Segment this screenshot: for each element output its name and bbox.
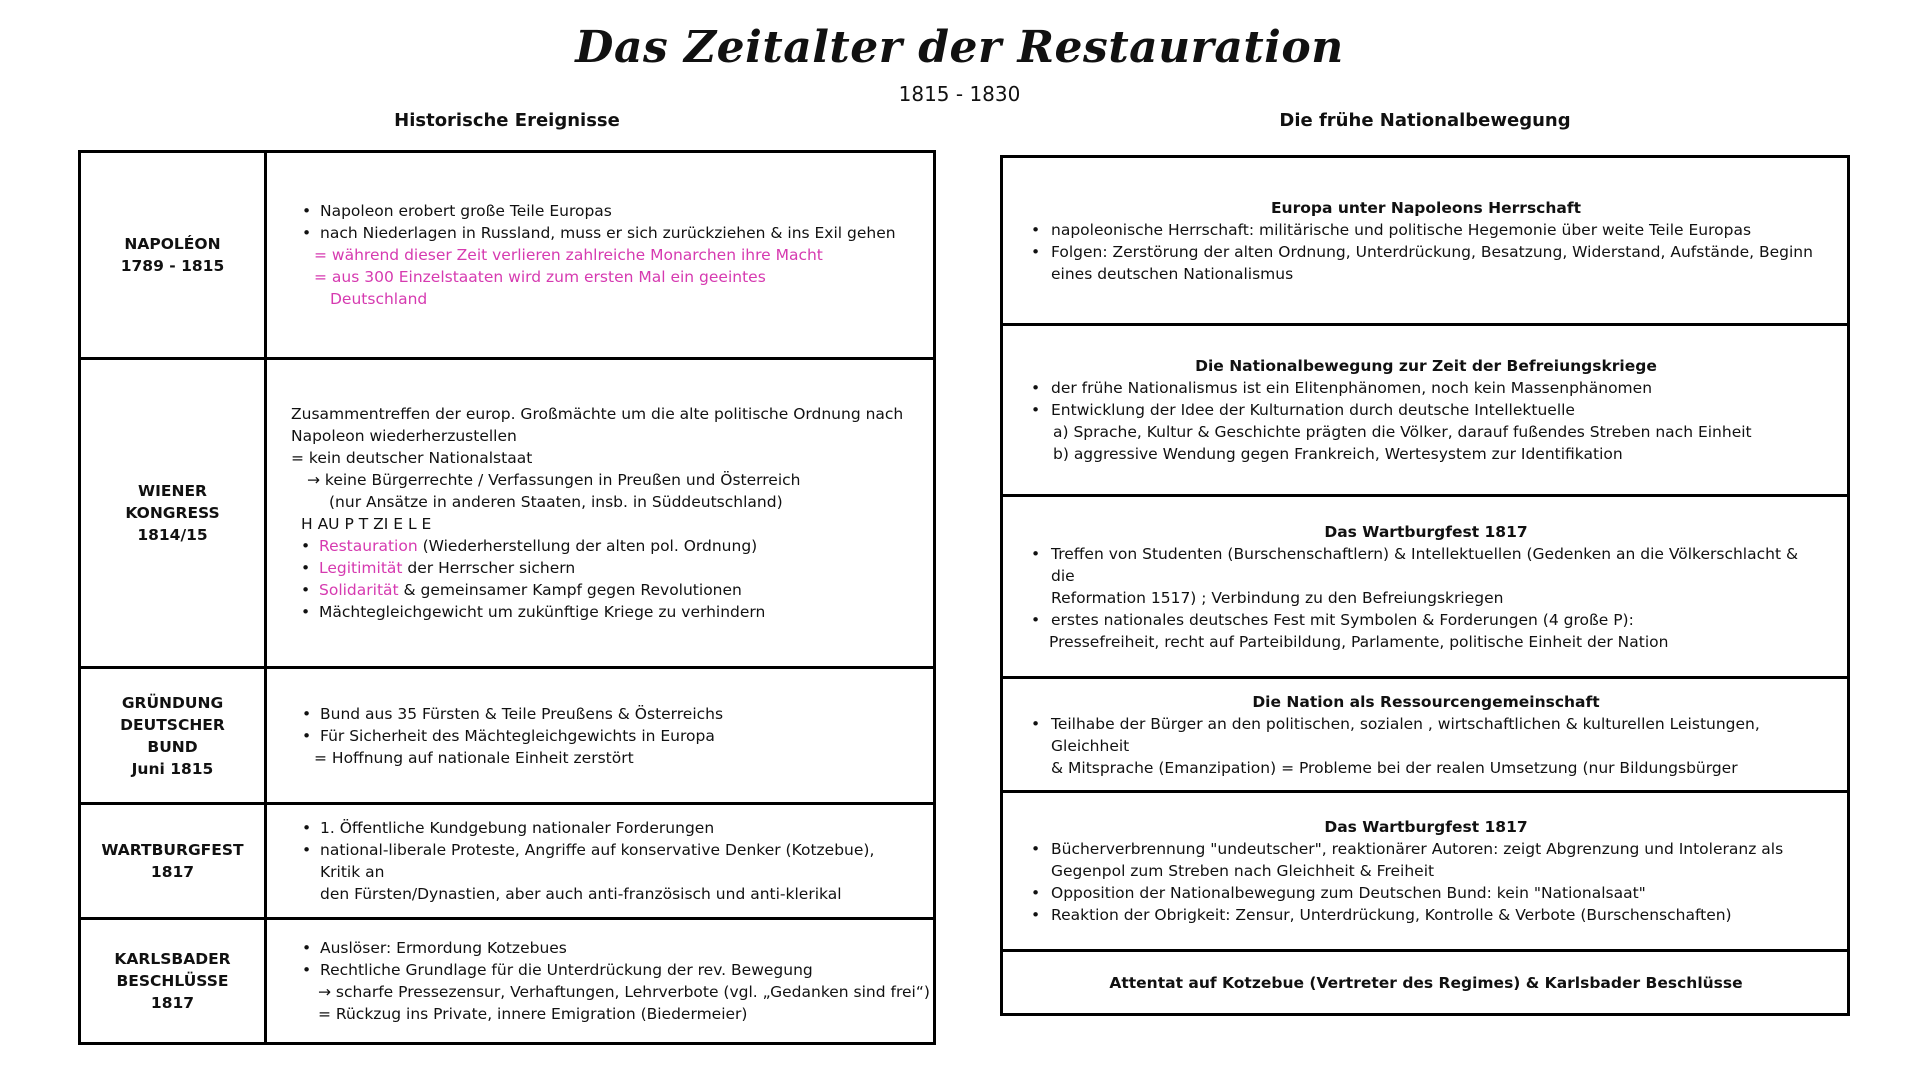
text-line: Zusammentreffen der europ. Großmächte um die alte politische Ordnung nach	[291, 405, 904, 423]
table-row	[81, 357, 933, 666]
table-row	[1003, 790, 1847, 949]
event-name: NAPOLÉON 1789 - 1815	[81, 153, 267, 357]
text-line: Gegenpol zum Streben nach Gleichheit & Freiheit	[1051, 862, 1435, 880]
list-item	[291, 535, 919, 557]
list-item: • nach Niederlagen in Russland, muss er sich zurückziehen & ins Exil gehen	[292, 222, 919, 244]
events-table	[78, 150, 936, 1045]
list-item: • Opposition der Nationalbewegung zum Deutschen Bund: kein "Nationalsaat"	[1029, 882, 1823, 904]
table-row	[81, 802, 933, 917]
list-item: • Für Sicherheit des Mächtegleichgewichts in Europa	[292, 725, 919, 747]
right-column-heading: Die frühe Nationalbewegung	[1279, 110, 1571, 131]
list-item: • erstes nationales deutsches Fest mit Symbolen & Forderungen (4 große P):	[1029, 609, 1823, 631]
event-name: GRÜNDUNG DEUTSCHER BUND Juni 1815	[81, 669, 267, 802]
section-title: Das Wartburgfest 1817	[1324, 818, 1528, 836]
table-row	[1003, 323, 1847, 494]
text-line: = Rückzug ins Private, innere Emigration (Biedermeier)	[318, 1005, 748, 1023]
list-item: • Auslöser: Ermordung Kotzebues	[292, 937, 919, 959]
highlight-line: = während dieser Zeit verlieren zahlreiche Monarchen ihre Macht	[314, 246, 823, 264]
keyword-text: (Wiederherstellung der alten pol. Ordnung)	[417, 537, 758, 555]
list-item: • national-liberale Proteste, Angriffe auf konservative Denker (Kotzebue), Kritik an	[292, 839, 919, 883]
list-item: • Bund aus 35 Fürsten & Teile Preußens & Österreichs	[292, 703, 919, 725]
event-name: KARLSBADER BESCHLÜSSE 1817	[81, 920, 267, 1042]
event-details	[270, 669, 933, 802]
event-details	[270, 920, 933, 1042]
list-item: • Entwicklung der Idee der Kulturnation durch deutsche Intellektuelle	[1029, 399, 1823, 421]
text-line: Napoleon wiederherzustellen	[291, 427, 517, 445]
highlight-line: = aus 300 Einzelstaaten wird zum ersten Mal ein geeintes	[314, 268, 766, 286]
list-item: • Napoleon erobert große Teile Europas	[292, 200, 919, 222]
list-item: • Folgen: Zerstörung der alten Ordnung, Unterdrückung, Besatzung, Widerstand, Aufstände, Beginn	[1029, 241, 1823, 263]
text-line: b) aggressive Wendung gegen Frankreich, Wertesystem zur Identifikation	[1053, 445, 1623, 463]
text-line: → keine Bürgerrechte / Verfassungen in Preußen und Österreich	[307, 471, 801, 489]
event-name: WARTBURGFEST 1817	[81, 805, 267, 917]
list-item: • Treffen von Studenten (Burschenschaftlern) & Intellektuellen (Gedenken an die Völkerschlacht & die	[1029, 543, 1823, 587]
section-title: Die Nation als Ressourcengemeinschaft	[1252, 692, 1600, 711]
table-row	[81, 666, 933, 802]
text-line: (nur Ansätze in anderen Staaten, insb. in Süddeutschland)	[329, 493, 783, 511]
section-title: Europa unter Napoleons Herrschaft	[1270, 198, 1582, 217]
page-subtitle-years: 1815 - 1830	[898, 82, 1021, 106]
list-item: • Mächtegleichgewicht um zukünftige Kriege zu verhindern	[291, 601, 919, 623]
event-details	[270, 360, 933, 666]
text-line: Reformation 1517) ; Verbindung zu den Befreiungskriegen	[1051, 588, 1504, 607]
left-column-heading: Historische Ereignisse	[394, 110, 620, 131]
text-line: = kein deutscher Nationalstaat	[291, 449, 533, 467]
section-title: Das Wartburgfest 1817	[1324, 522, 1528, 541]
text-line: a) Sprache, Kultur & Geschichte prägten die Völker, darauf fußendes Streben nach Einheit	[1053, 423, 1752, 441]
text-line: = Hoffnung auf nationale Einheit zerstört	[314, 748, 634, 767]
keyword-text: der Herrscher sichern	[402, 559, 576, 577]
text-line: eines deutschen Nationalismus	[1051, 264, 1294, 283]
text-line: den Fürsten/Dynastien, aber auch anti-französisch und anti-klerikal	[320, 885, 842, 903]
table-row	[1003, 676, 1847, 790]
section-title: Die Nationalbewegung zur Zeit der Befreiungskriege	[1195, 357, 1657, 375]
keyword: Solidarität	[319, 581, 399, 599]
table-row	[81, 153, 933, 357]
event-details	[270, 153, 933, 357]
keyword-text: & gemeinsamer Kampf gegen Revolutionen	[398, 581, 742, 599]
event-name: WIENER KONGRESS 1814/15	[81, 360, 267, 666]
section-title: Attentat auf Kotzebue (Vertreter des Regimes) & Karlsbader Beschlüsse	[1109, 973, 1743, 992]
national-movement-table	[1000, 155, 1850, 1016]
text-line: & Mitsprache (Emanzipation) = Probleme bei der realen Umsetzung (nur Bildungsbürger	[1051, 758, 1738, 777]
list-item: • Rechtliche Grundlage für die Unterdrückung der rev. Bewegung	[292, 959, 919, 981]
list-item: • Bücherverbrennung "undeutscher", reaktionärer Autoren: zeigt Abgrenzung und Intoleranz als	[1029, 838, 1823, 860]
text-line: → scharfe Pressezensur, Verhaftungen, Lehrverbote (vgl. „Gedanken sind frei“)	[318, 983, 930, 1001]
list-item: • Reaktion der Obrigkeit: Zensur, Unterdrückung, Kontrolle & Verbote (Burschenschaften)	[1029, 904, 1823, 926]
table-row	[1003, 158, 1847, 323]
keyword: Restauration	[319, 537, 418, 555]
event-details	[270, 805, 933, 917]
table-row	[1003, 949, 1847, 1013]
keyword: Legitimität	[319, 559, 403, 577]
list-item	[291, 579, 919, 601]
list-item: • Teilhabe der Bürger an den politischen, sozialen , wirtschaftlichen & kulturellen Leistungen, Gleichheit	[1029, 713, 1823, 757]
list-item: • der frühe Nationalismus ist ein Elitenphänomen, noch kein Massenphänomen	[1029, 377, 1823, 399]
highlight-line: Deutschland	[330, 290, 428, 308]
section-label: H AU P T ZI E L E	[301, 515, 432, 533]
table-row	[1003, 494, 1847, 676]
table-row	[81, 917, 933, 1042]
text-line: Pressefreiheit, recht auf Parteibildung, Parlamente, politische Einheit der Nation	[1049, 632, 1669, 651]
list-item: • napoleonische Herrschaft: militärische und politische Hegemonie über weite Teile Europas	[1029, 219, 1823, 241]
page-title: Das Zeitalter der Restauration	[575, 22, 1344, 73]
list-item	[291, 557, 919, 579]
list-item: • 1. Öffentliche Kundgebung nationaler Forderungen	[292, 817, 919, 839]
